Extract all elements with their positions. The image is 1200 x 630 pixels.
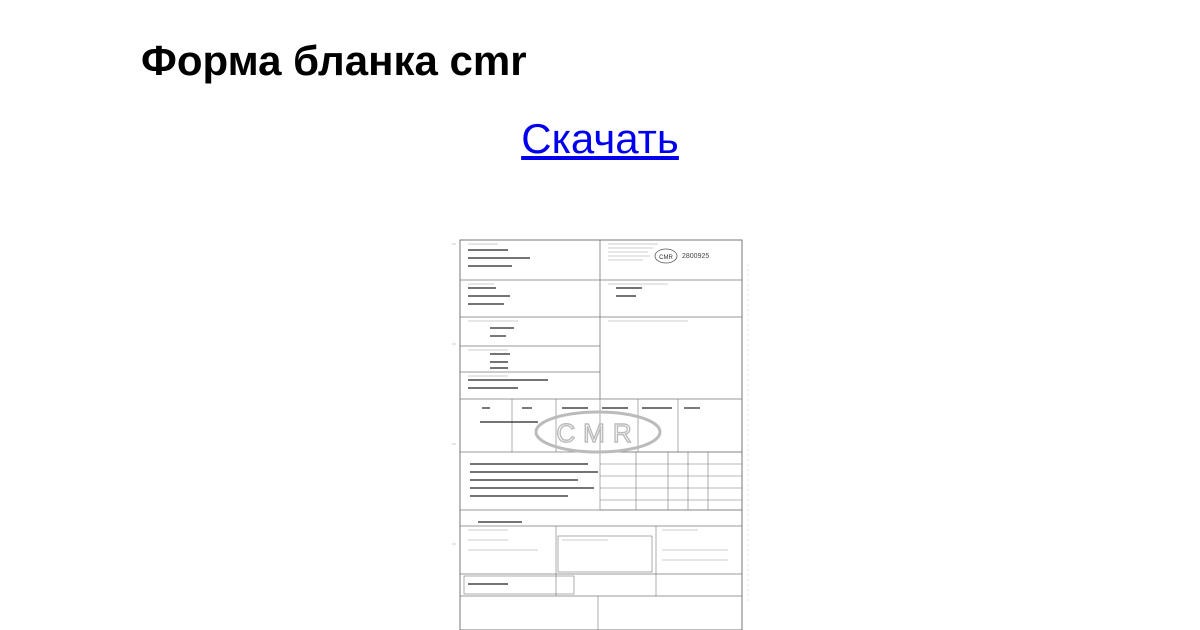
- page-title: Форма бланка cmr: [141, 37, 527, 84]
- download-link-wrapper: [0, 116, 1200, 162]
- cmr-watermark-text: CMR: [556, 418, 640, 448]
- form-number: 2800925: [682, 253, 710, 260]
- download-link[interactable]: Скачать: [521, 115, 679, 162]
- cmr-form-drawing: [438, 224, 760, 630]
- cmr-form-preview-image[interactable]: [438, 224, 760, 630]
- form-corner-stamp-text: CMR: [659, 255, 673, 261]
